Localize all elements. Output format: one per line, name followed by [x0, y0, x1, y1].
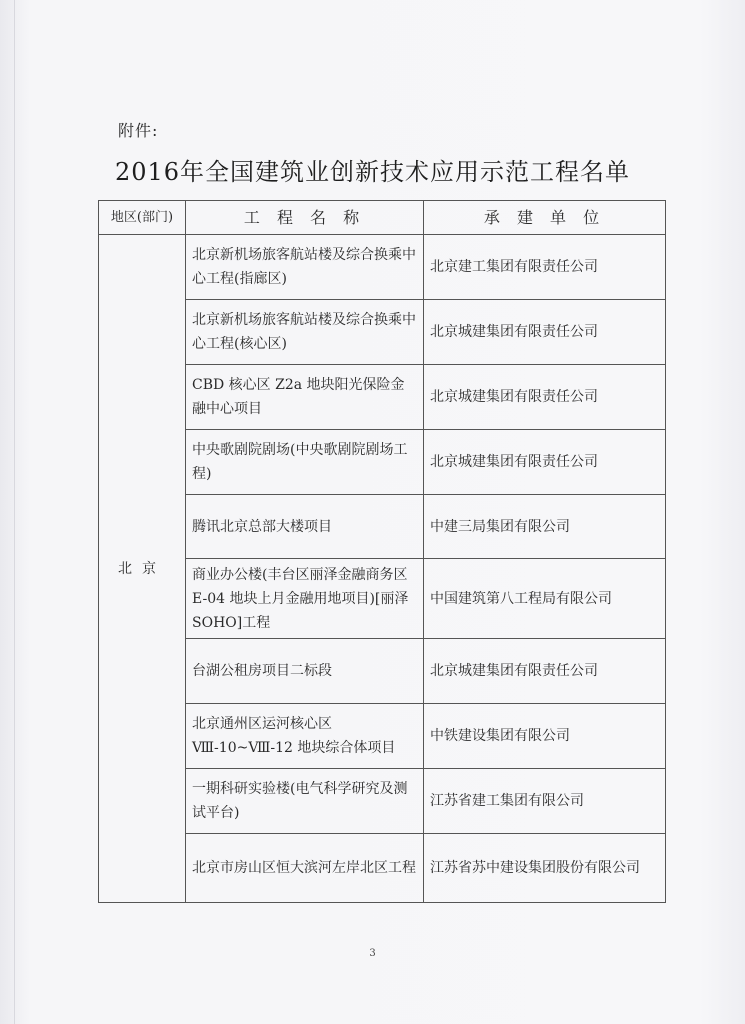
contractor-cell: 北京城建集团有限责任公司 — [424, 300, 666, 365]
table-row — [99, 235, 666, 300]
contractor-cell: 江苏省建工集团有限公司 — [424, 769, 666, 834]
project-table — [98, 200, 666, 903]
project-name-cell: 腾讯北京总部大楼项目 — [186, 495, 424, 559]
header-region: 地区(部门) — [99, 201, 186, 235]
project-name-cell: 北京新机场旅客航站楼及综合换乘中心工程(指廊区) — [186, 235, 424, 300]
contractor-cell: 北京建工集团有限责任公司 — [424, 235, 666, 300]
contractor-cell: 中建三局集团有限公司 — [424, 495, 666, 559]
project-name-cell: 商业办公楼(丰台区丽泽金融商务区 E-04 地块上月金融用地项目)[丽泽 SOHO]工程 — [186, 559, 424, 639]
contractor-cell: 江苏省苏中建设集团股份有限公司 — [424, 834, 666, 903]
project-name-cell: 台湖公租房项目二标段 — [186, 639, 424, 704]
annex-label: 附件: — [118, 121, 159, 140]
header-contractor: 承 建 单 位 — [424, 201, 666, 235]
header-project-name: 工 程 名 称 — [186, 201, 424, 235]
project-name-cell: 中央歌剧院剧场(中央歌剧院剧场工程) — [186, 430, 424, 495]
project-name-cell: 北京通州区运河核心区 Ⅷ-10~Ⅷ-12 地块综合体项目 — [186, 704, 424, 769]
contractor-cell: 北京城建集团有限责任公司 — [424, 365, 666, 430]
contractor-cell: 北京城建集团有限责任公司 — [424, 639, 666, 704]
project-name-cell: 北京新机场旅客航站楼及综合换乘中心工程(核心区) — [186, 300, 424, 365]
region-cell: 北京 — [99, 235, 186, 903]
project-name-cell: CBD 核心区 Z2a 地块阳光保险金融中心项目 — [186, 365, 424, 430]
project-name-cell: 北京市房山区恒大滨河左岸北区工程 — [186, 834, 424, 903]
contractor-cell: 北京城建集团有限责任公司 — [424, 430, 666, 495]
page-number: 3 — [369, 948, 376, 959]
contractor-cell: 中国建筑第八工程局有限公司 — [424, 559, 666, 639]
project-name-cell: 一期科研实验楼(电气科学研究及测试平台) — [186, 769, 424, 834]
contractor-cell: 中铁建设集团有限公司 — [424, 704, 666, 769]
document-title: 2016年全国建筑业创新技术应用示范工程名单 — [114, 158, 631, 186]
table-header-row — [99, 201, 666, 235]
